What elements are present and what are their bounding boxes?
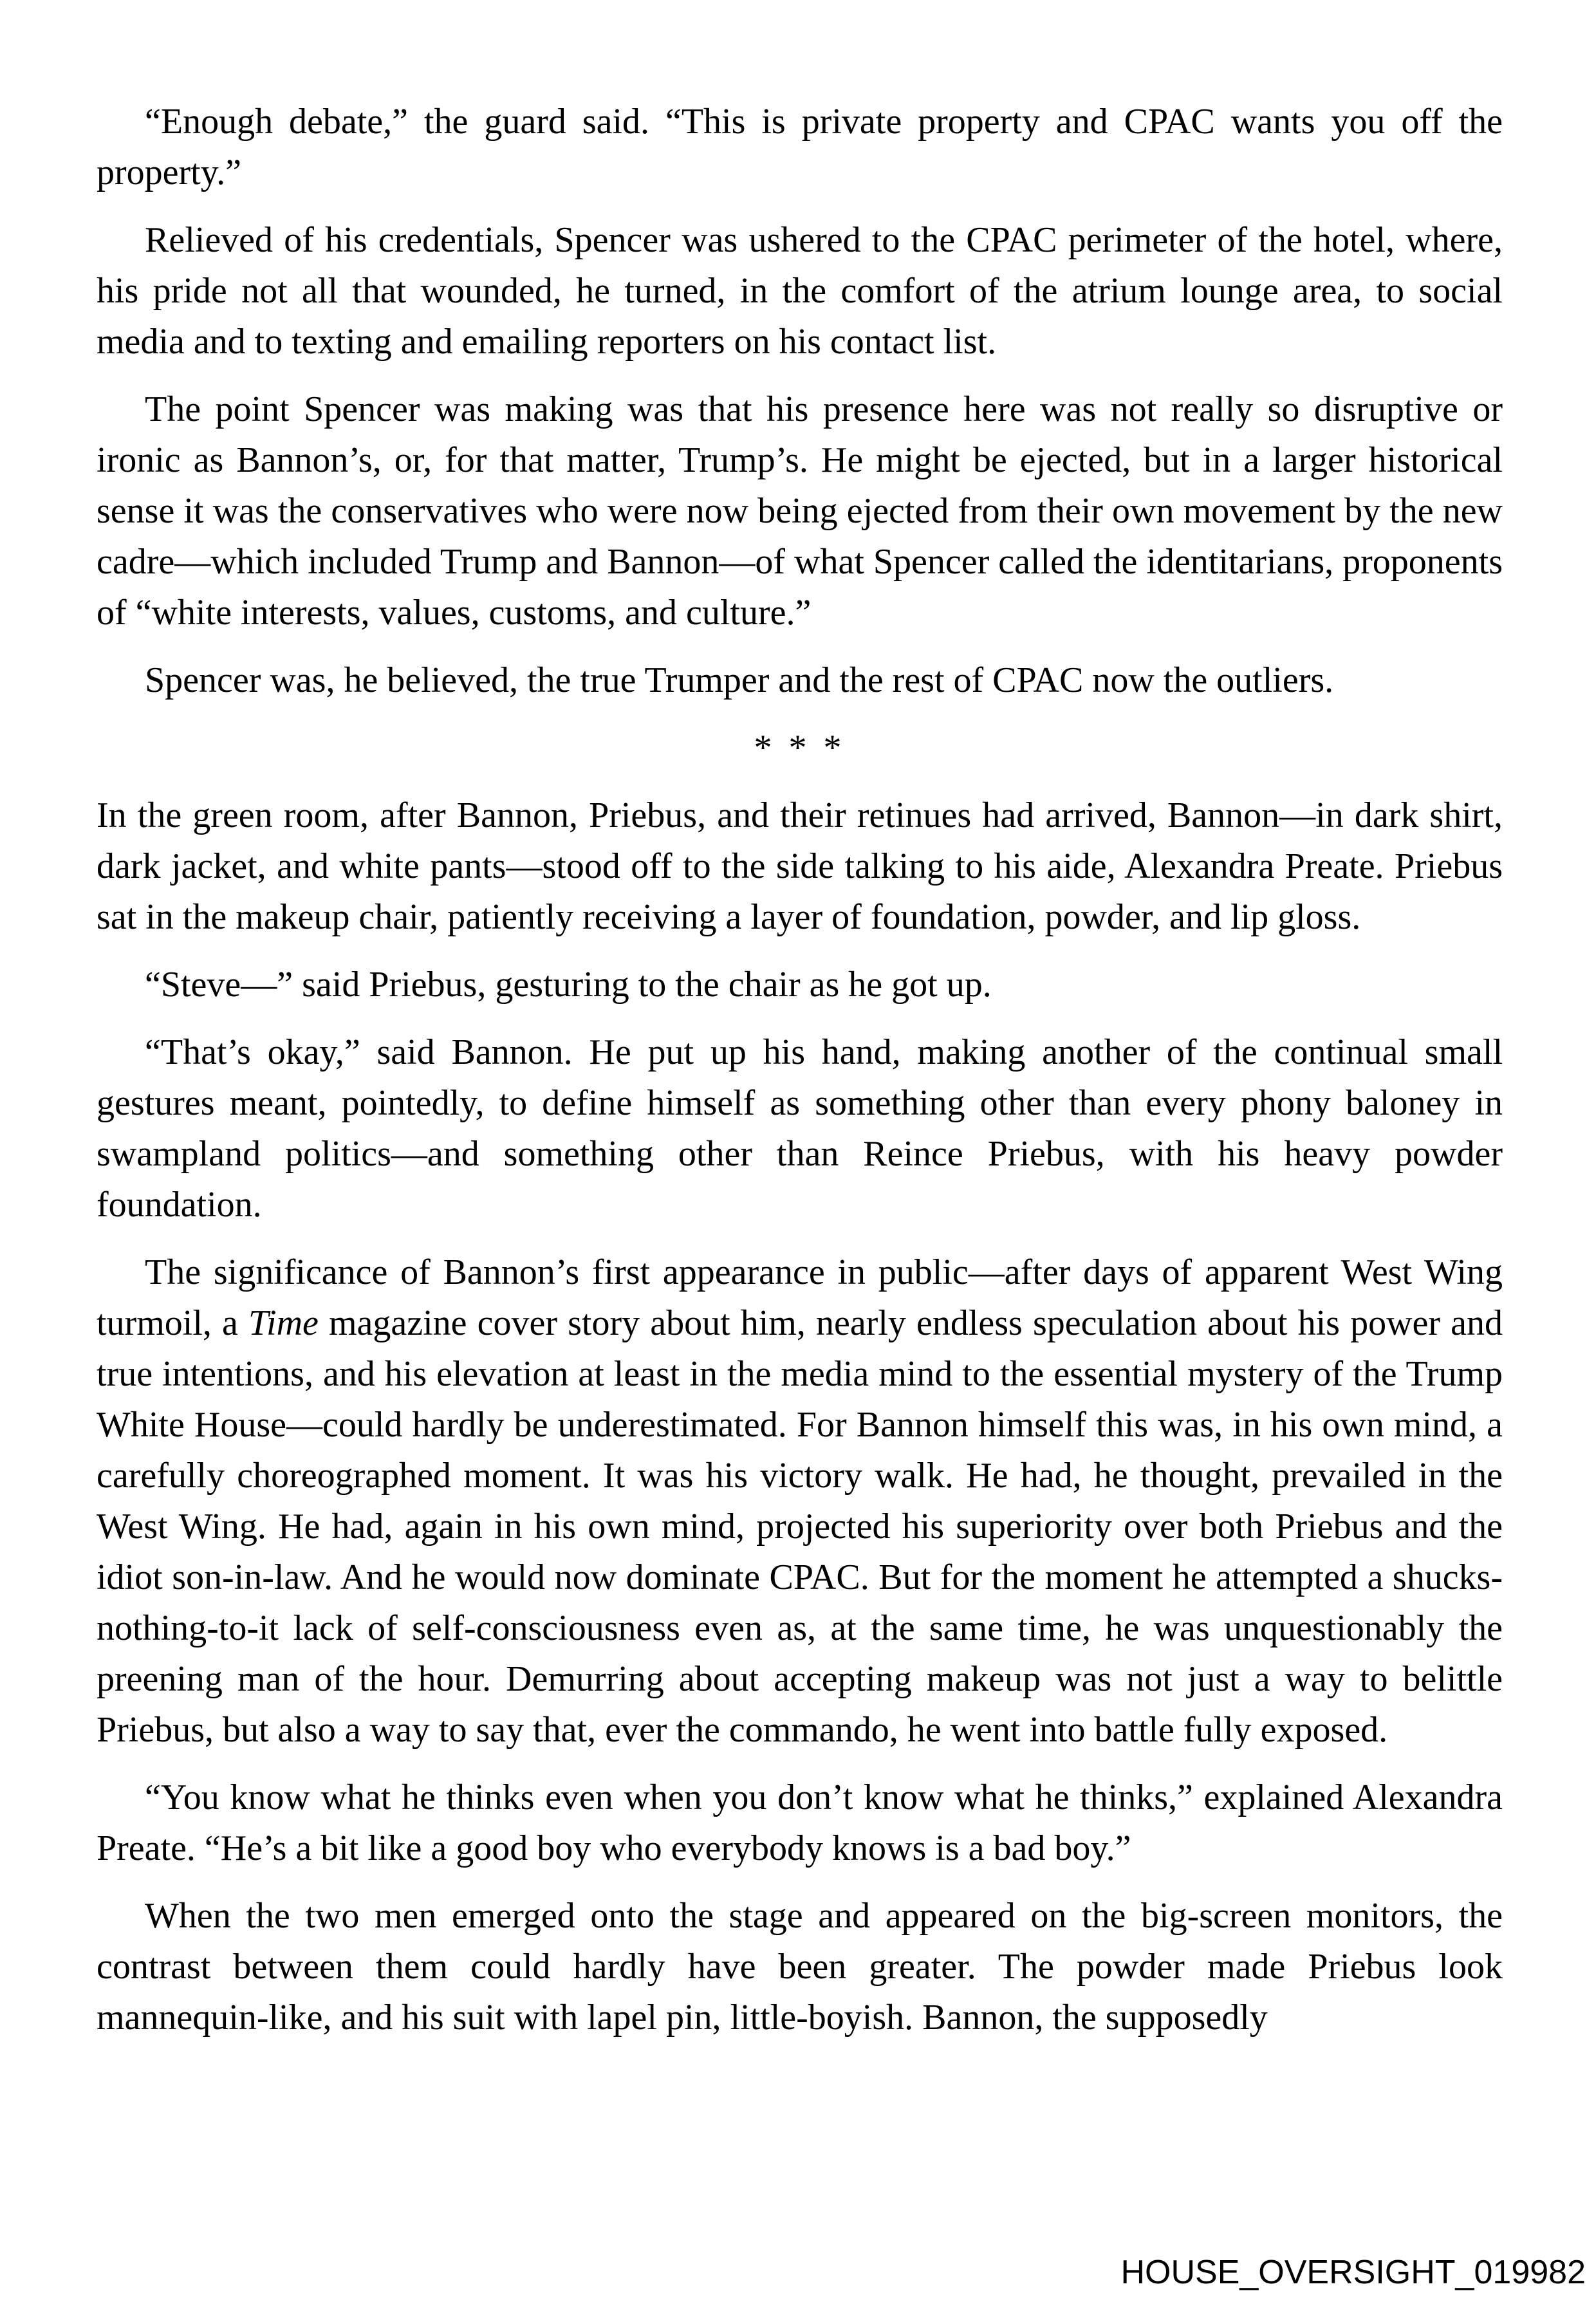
- paragraph: [97, 384, 1503, 638]
- section-break: [97, 723, 1503, 774]
- text-run: * * *: [754, 728, 846, 768]
- text-run: In the green room, after Bannon, Priebus, and their retinues had arrived, Bannon—in dark shirt, dark jacket, and white pants—stood off to the side talking to his aide, Alexandra Preate. Priebus sat in the makeup chair, patiently receiving a layer of foundation, powder, and lip gloss.: [97, 795, 1503, 937]
- paragraph: [97, 790, 1503, 943]
- paragraph: [97, 960, 1503, 1010]
- text-run: magazine cover story about him, nearly endless speculation about his power and true intentions, and his elevation at least in the media mind to the essential mystery of the Trump White House—could hardly be underestimated. For Bannon himself this was, in his own mind, a carefully choreographed moment. It was his victory walk. He had, he thought, prevailed in the West Wing. He had, again in his own mind, projected his superiority over both Priebus and the idiot son-in-law. And he would now dominate CPAC. But for the moment he attempted a shucks-nothing-to-it lack of self-consciousness even as, at the same time, he was unquestionably the preening man of the hour. Demurring about accepting makeup was not just a way to belittle Priebus, but also a way to say that, ever the commando, he went into battle fully exposed.: [97, 1303, 1503, 1750]
- paragraph: [97, 1891, 1503, 2043]
- text-run: “You know what he thinks even when you don’t know what he thinks,” explained Alexandra Preate. “He’s a bit like a good boy who everybody knows is a bad boy.”: [97, 1778, 1503, 1868]
- text-run: The significance of Bannon’s first appearance in public—after days of apparent West Wing turmoil, a: [97, 1252, 1503, 1343]
- paragraph: [97, 215, 1503, 367]
- text-run: When the two men emerged onto the stage and appeared on the big-screen monitors, the contrast between them could hardly have been greater. The powder made Priebus look mannequin-like, and his suit with lapel pin, little-boyish. Bannon, the supposedly: [97, 1896, 1503, 2037]
- paragraph: [97, 655, 1503, 706]
- document-text-block: [97, 97, 1503, 2060]
- text-run: The point Spencer was making was that his presence here was not really so disruptive or ironic as Bannon’s, or, for that matter, Trump’s. He might be ejected, but in a larger historical sense it was the conservatives who were now being ejected from their own movement by the new cadre—which included Trump and Bannon—of what Spencer called the identitarians, proponents of “white interests, values, customs, and culture.”: [97, 389, 1503, 633]
- paragraph: [97, 1027, 1503, 1230]
- text-run: “Enough debate,” the guard said. “This is private property and CPAC wants you off the property.”: [97, 102, 1503, 192]
- text-run: Spencer was, he believed, the true Trumper and the rest of CPAC now the outliers.: [145, 660, 1334, 700]
- text-run: “That’s okay,” said Bannon. He put up his hand, making another of the continual small gestures meant, pointedly, to define himself as something other than every phony baloney in swampland politics—and something other than Reince Priebus, with his heavy powder foundation.: [97, 1032, 1503, 1225]
- text-run: “Steve—” said Priebus, gesturing to the chair as he got up.: [145, 965, 992, 1005]
- text-run: Relieved of his credentials, Spencer was ushered to the CPAC perimeter of the hotel, where, his pride not all that wounded, he turned, in the comfort of the atrium lounge area, to social media and to texting and emailing reporters on his contact list.: [97, 220, 1503, 362]
- paragraph: [97, 1247, 1503, 1756]
- bates-number: HOUSE_OVERSIGHT_019982: [1120, 2254, 1586, 2291]
- paragraph: [97, 97, 1503, 198]
- italic-text-run: Time: [248, 1303, 319, 1343]
- paragraph: [97, 1772, 1503, 1874]
